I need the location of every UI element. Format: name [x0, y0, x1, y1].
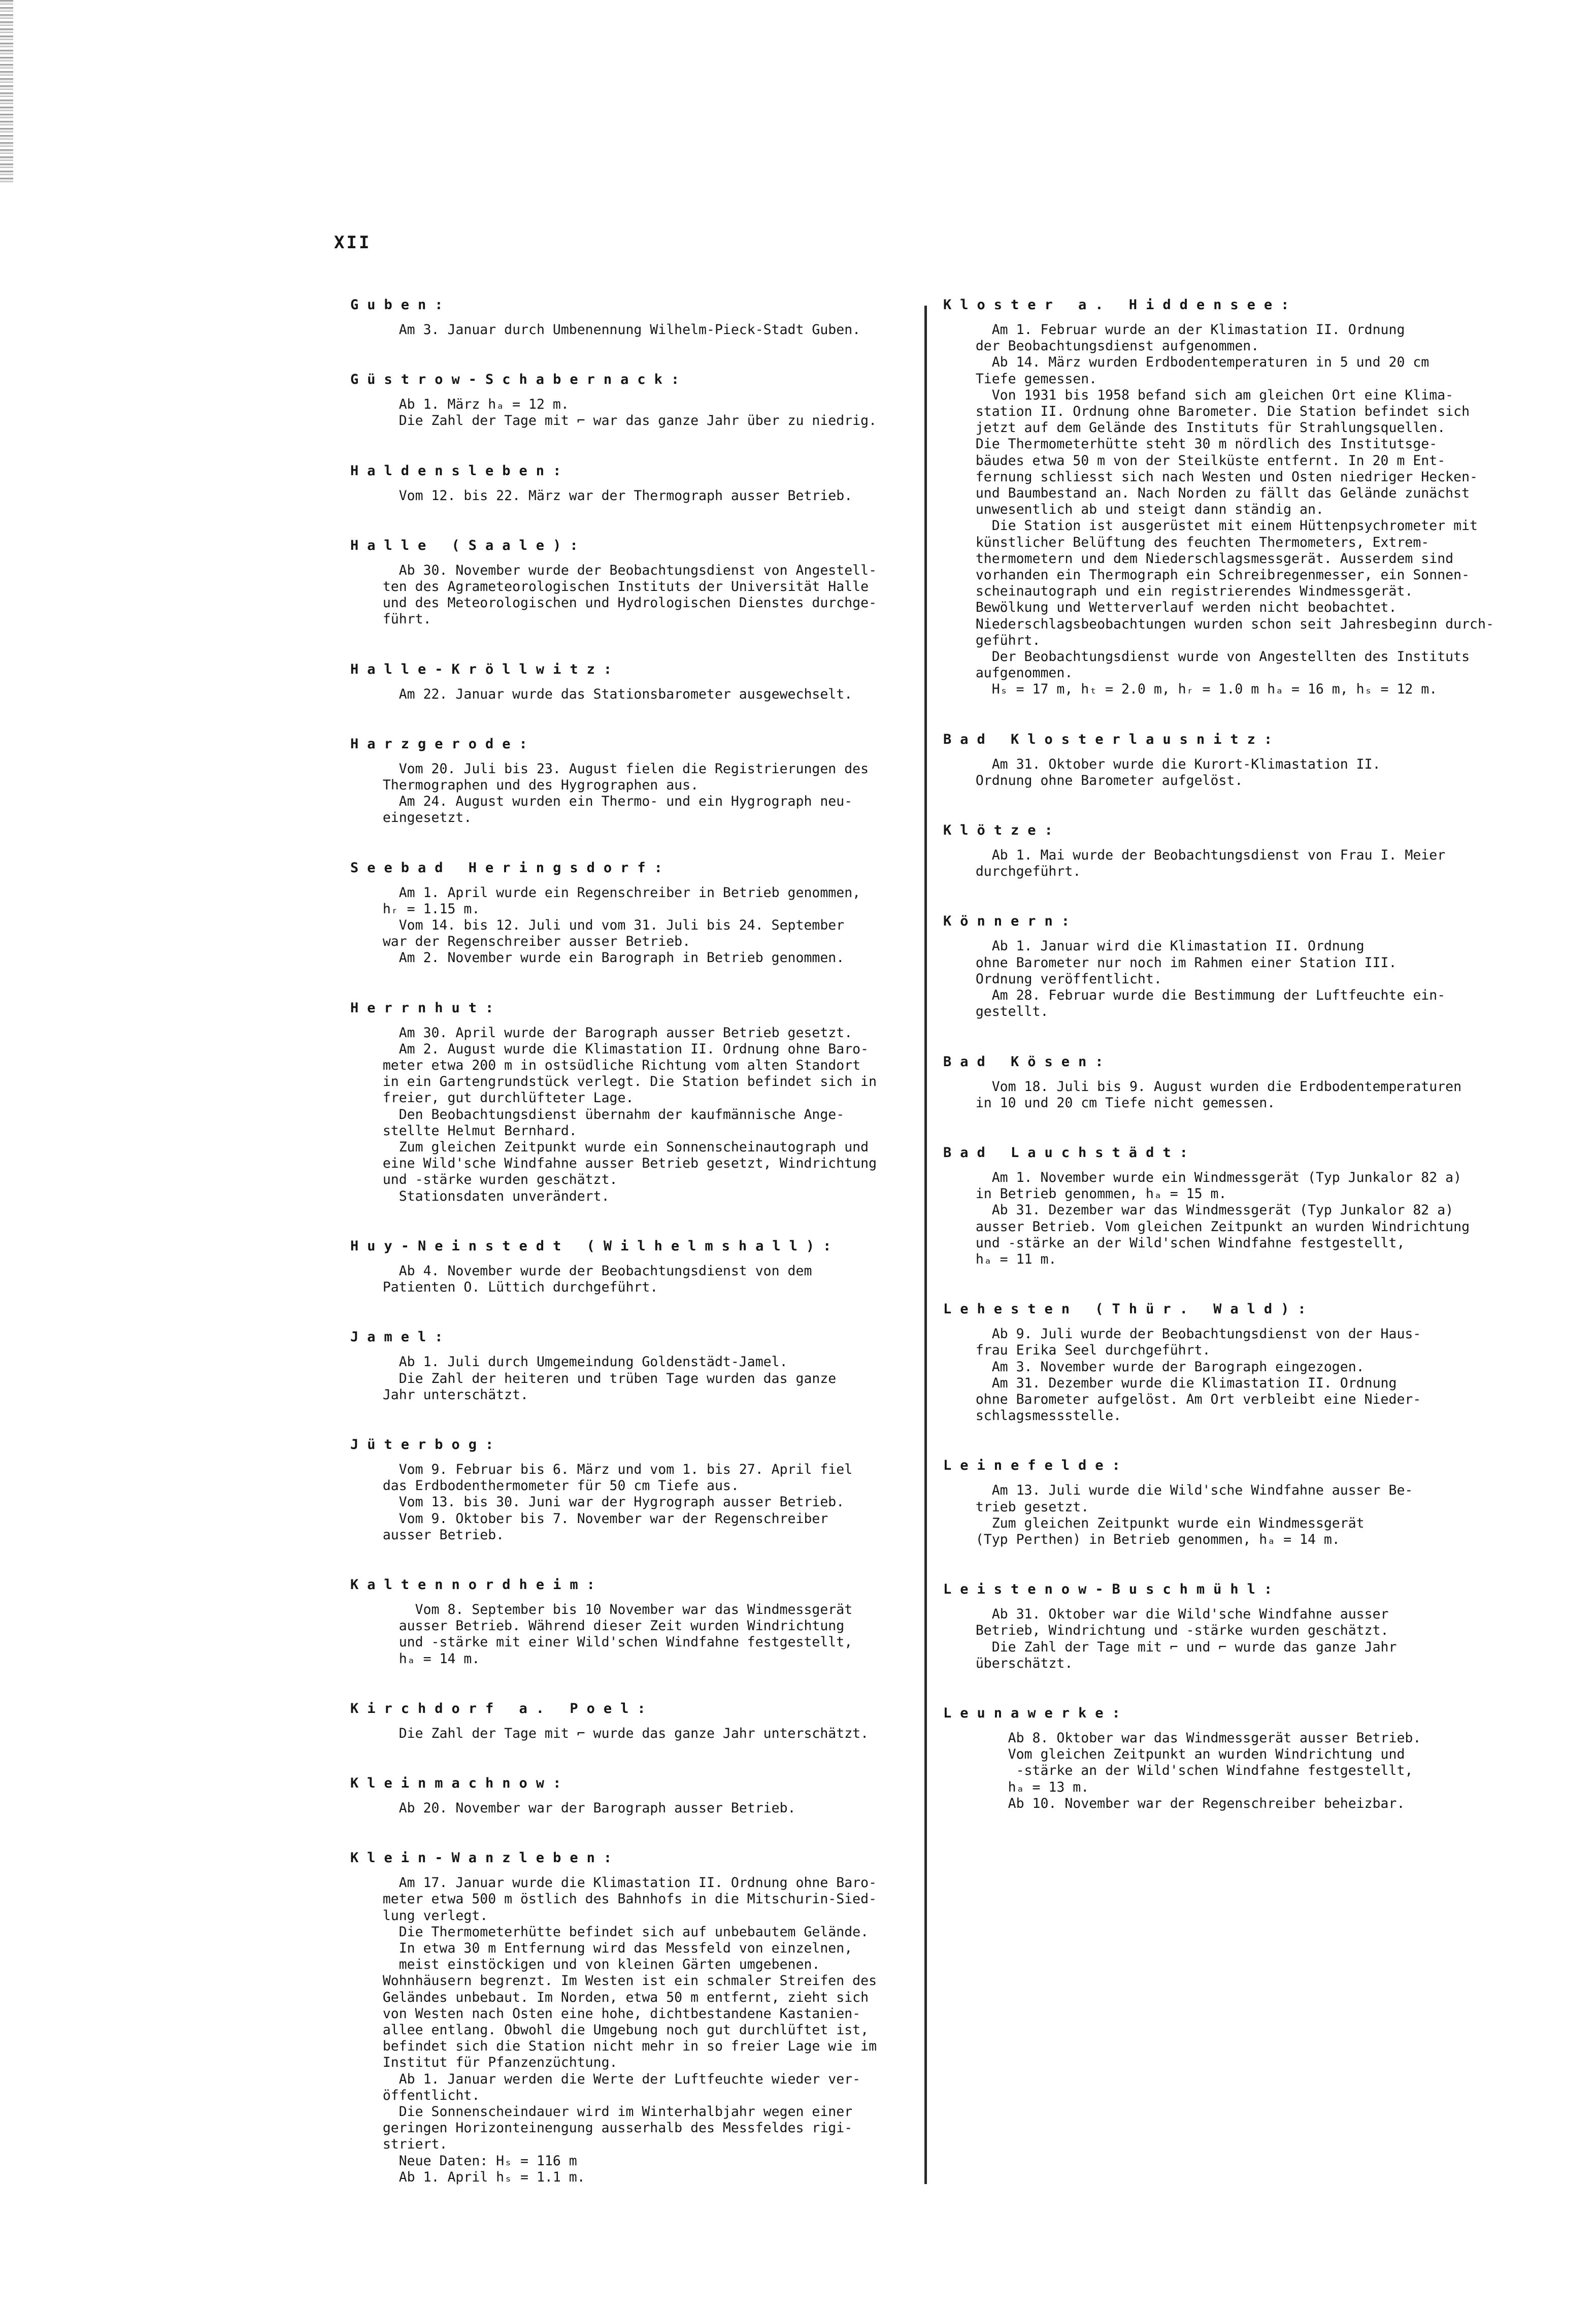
- scan-edge-artifact: [0, 0, 13, 183]
- text-line: öffentlicht.: [350, 2087, 480, 2103]
- station-title: Kloster a. Hiddensee:: [943, 297, 1298, 313]
- text-line: fernung schliesst sich nach Westen und Osten niedriger Hecken-: [943, 469, 1478, 485]
- text-line: stellte Helmut Bernhard.: [350, 1122, 577, 1139]
- text-line: schlagsmessstelle.: [943, 1408, 1121, 1424]
- text-line: Am 1. April wurde ein Regenschreiber in Betrieb genommen,: [350, 884, 861, 901]
- text-line: Niederschlagsbeobachtungen wurden schon seit Jahresbeginn durch-: [943, 616, 1494, 632]
- text-line: Die Zahl der Tage mit ⌐ wurde das ganze Jahr unterschätzt.: [350, 1725, 869, 1741]
- station-title: Bad Kösen:: [943, 1053, 1112, 1070]
- station-entry: [350, 538, 932, 628]
- station-entry: [350, 1577, 932, 1667]
- text-line: Geländes unbebaut. Im Norden, etwa 50 m entfernt, zieht sich: [350, 1989, 869, 2005]
- station-entry: [943, 1145, 1532, 1268]
- right-column: [943, 297, 1532, 1845]
- text-line: Ab 20. November war der Barograph ausser Betrieb.: [350, 1800, 796, 1816]
- text-line: Ab 30. November wurde der Beobachtungsdienst von Angestell-: [350, 562, 877, 578]
- text-line: und -stärke mit einer Wild'schen Windfahne festgestellt,: [350, 1634, 853, 1650]
- text-line: Am 31. Oktober wurde die Kurort-Klimastation II.: [943, 756, 1381, 772]
- text-line: Am 31. Dezember wurde die Klimastation II. Ordnung: [943, 1375, 1397, 1391]
- station-title: Leistenow-Buschmühl:: [943, 1581, 1281, 1598]
- station-entry: [943, 822, 1532, 880]
- station-title: Halle (Saale):: [350, 537, 587, 553]
- text-line: Vom 13. bis 30. Juni war der Hygrograph ausser Betrieb.: [350, 1494, 845, 1510]
- text-line: Vom 9. Februar bis 6. März und vom 1. bis 27. April fiel: [350, 1461, 853, 1477]
- station-entry: [943, 1581, 1532, 1672]
- station-entry: [943, 1301, 1532, 1424]
- text-line: Von 1931 bis 1958 befand sich am gleichen Ort eine Klima-: [943, 387, 1454, 403]
- text-line: Ab 8. Oktober war das Windmessgerät ausser Betrieb.: [943, 1730, 1421, 1746]
- station-entry: [943, 297, 1532, 698]
- station-title: Leinefelde:: [943, 1458, 1129, 1474]
- text-line: Ab 14. März wurden Erdbodentemperaturen in 5 und 20 cm: [943, 354, 1429, 371]
- text-line: ausser Betrieb. Vom gleichen Zeitpunkt an wurden Windrichtung: [943, 1218, 1470, 1235]
- text-line: Vom 12. bis 22. März war der Thermograph ausser Betrieb.: [350, 487, 853, 504]
- text-line: striert.: [350, 2136, 448, 2153]
- text-line: Die Sonnenscheindauer wird im Winterhalbjahr wegen einer: [350, 2103, 853, 2120]
- text-line: künstlicher Belüftung des feuchten Thermometers, Extrem-: [943, 534, 1429, 550]
- text-line: Ab 1. Januar wird die Klimastation II. Ordnung: [943, 938, 1365, 954]
- text-line: Vom 18. Juli bis 9. August wurden die Erdbodentemperaturen: [943, 1078, 1462, 1095]
- text-line: unwesentlich ab und steigt dann ständig an.: [943, 502, 1324, 518]
- text-line: Institut für Pfanzenzüchtung.: [350, 2055, 618, 2071]
- text-line: aufgenommen.: [943, 665, 1073, 681]
- station-entry: [350, 463, 932, 504]
- text-line: Am 24. August wurden ein Thermo- und ein Hygrograph neu-: [350, 794, 853, 810]
- station-entry: [943, 1458, 1532, 1548]
- text-line: und des Meteorologischen und Hydrologischen Dienstes durchge-: [350, 595, 877, 611]
- station-title: Halle-Kröllwitz:: [350, 661, 621, 677]
- text-line: in ein Gartengrundstück verlegt. Die Station befindet sich in: [350, 1074, 877, 1090]
- text-line: trieb gesetzt.: [943, 1499, 1089, 1515]
- station-entry: [350, 1701, 932, 1742]
- station-title: Güstrow-Schabernack:: [350, 372, 688, 388]
- station-entry: [350, 1850, 932, 2186]
- text-line: Am 3. Januar durch Umbenennung Wilhelm-Pieck-Stadt Guben.: [350, 322, 861, 338]
- text-line: frau Erika Seel durchgeführt.: [943, 1342, 1211, 1359]
- text-line: thermometern und dem Niederschlagsmessgerät. Ausserdem sind: [943, 550, 1454, 567]
- text-line: Tiefe gemessen.: [943, 371, 1098, 387]
- text-line: Jahr unterschätzt.: [350, 1386, 528, 1403]
- text-line: der Beobachtungsdienst aufgenommen.: [943, 338, 1259, 354]
- station-title: Leunawerke:: [943, 1705, 1129, 1721]
- station-title: Kirchdorf a. Poel:: [350, 1700, 654, 1716]
- station-entry: [350, 1000, 932, 1205]
- left-column: [350, 297, 932, 2219]
- text-line: Ab 1. Januar werden die Werte der Luftfeuchte wieder ver-: [350, 2071, 861, 2087]
- text-line: Ab 1. März hₐ = 12 m.: [350, 397, 569, 413]
- text-line: das Erdbodenthermometer für 50 cm Tiefe aus.: [350, 1478, 739, 1494]
- text-line: Der Beobachtungsdienst wurde von Angestellten des Instituts: [943, 649, 1470, 665]
- station-entry: [943, 1705, 1532, 1812]
- text-line: eine Wild'sche Windfahne ausser Betrieb gesetzt, Windrichtung: [350, 1155, 877, 1172]
- station-entry: [350, 1775, 932, 1816]
- text-line: Vom 8. September bis 10 November war das Windmessgerät: [350, 1601, 853, 1617]
- text-line: gestellt.: [943, 1004, 1049, 1020]
- station-entry: [350, 1329, 932, 1403]
- text-line: ausser Betrieb. Während dieser Zeit wurden Windrichtung: [350, 1618, 845, 1634]
- text-line: Ab 4. November wurde der Beobachtungsdienst von dem: [350, 1263, 812, 1279]
- station-title: Kleinmachnow:: [350, 1775, 570, 1791]
- text-line: Neue Daten: Hₛ = 116 m: [350, 2153, 577, 2169]
- text-line: überschätzt.: [943, 1655, 1073, 1671]
- text-line: meter etwa 200 m in ostsüdliche Richtung vom alten Standort: [350, 1058, 861, 1074]
- text-line: geführt.: [943, 632, 1041, 648]
- text-line: durchgeführt.: [943, 864, 1081, 880]
- text-line: ausser Betrieb.: [350, 1527, 505, 1543]
- text-line: Ordnung veröffentlicht.: [943, 971, 1162, 987]
- text-line: Wohnhäusern begrenzt. Im Westen ist ein schmaler Streifen des: [350, 1973, 877, 1989]
- text-line: und -stärke an der Wild'schen Windfahne festgestellt,: [943, 1235, 1405, 1251]
- station-entry: [350, 372, 932, 429]
- text-line: allee entlang. Obwohl die Umgebung noch gut durchlüftet ist,: [350, 2022, 869, 2038]
- text-line: Ab 1. Mai wurde der Beobachtungsdienst von Frau I. Meier: [943, 847, 1446, 864]
- text-line: vorhanden ein Thermograph ein Schreibregenmesser, ein Sonnen-: [943, 567, 1470, 583]
- text-line: station II. Ordnung ohne Barometer. Die Station befindet sich: [943, 404, 1470, 420]
- text-line: Am 2. November wurde ein Barograph in Betrieb genommen.: [350, 950, 845, 966]
- text-line: hₐ = 11 m.: [943, 1251, 1057, 1267]
- station-title: Bad Lauchstädt:: [943, 1144, 1196, 1161]
- text-line: eingesetzt.: [350, 810, 472, 826]
- station-title: Bad Klosterlausnitz:: [943, 731, 1281, 747]
- station-entry: [943, 732, 1532, 789]
- text-line: Zum gleichen Zeitpunkt wurde ein Windmessgerät: [943, 1515, 1365, 1531]
- station-title: Huy-Neinstedt (Wilhelmshall):: [350, 1238, 840, 1254]
- text-line: Am 17. Januar wurde die Klimastation II. Ordnung ohne Baro-: [350, 1875, 877, 1891]
- text-line: von Westen nach Osten eine hohe, dichtbestandene Kastanien-: [350, 2005, 861, 2022]
- text-line: bäudes etwa 50 m von der Steilküste entfernt. In 20 m Ent-: [943, 452, 1446, 469]
- text-line: war der Regenschreiber ausser Betrieb.: [350, 934, 691, 950]
- page-number: XII: [334, 233, 372, 253]
- text-line: Ordnung ohne Barometer aufgelöst.: [943, 772, 1243, 788]
- text-line: freier, gut durchlüfteter Lage.: [350, 1090, 634, 1106]
- text-line: in 10 und 20 cm Tiefe nicht gemessen.: [943, 1095, 1276, 1111]
- text-line: Am 22. Januar wurde das Stationsbarometer ausgewechselt.: [350, 686, 853, 702]
- text-line: Den Beobachtungsdienst übernahm der kaufmännische Ange-: [350, 1106, 845, 1122]
- text-line: Vom 14. bis 12. Juli und vom 31. Juli bis 24. September: [350, 917, 845, 934]
- text-line: ohne Barometer nur noch im Rahmen einer Station III.: [943, 954, 1397, 971]
- text-line: Die Zahl der heiteren und trüben Tage wurden das ganze: [350, 1370, 837, 1386]
- text-line: Am 30. April wurde der Barograph ausser Betrieb gesetzt.: [350, 1025, 853, 1041]
- text-line: In etwa 30 m Entfernung wird das Messfeld von einzelnen,: [350, 1940, 853, 1956]
- station-title: Haldensleben:: [350, 463, 570, 479]
- text-line: (Typ Perthen) in Betrieb genommen, hₐ = 14 m.: [943, 1531, 1340, 1547]
- station-title: Klein-Wanzleben:: [350, 1850, 621, 1866]
- station-entry: [350, 860, 932, 967]
- station-entry: [350, 662, 932, 703]
- text-line: jetzt auf dem Gelände des Instituts für Strahlungsquellen.: [943, 420, 1446, 436]
- text-line: ohne Barometer aufgelöst. Am Ort verbleibt eine Nieder-: [943, 1391, 1421, 1407]
- text-line: Thermographen und des Hygrographen aus.: [350, 777, 699, 794]
- station-title: Jüterbog:: [350, 1436, 503, 1452]
- text-line: lung verlegt.: [350, 1907, 488, 1924]
- text-line: Ab 9. Juli wurde der Beobachtungsdienst von der Haus-: [943, 1326, 1421, 1342]
- text-line: scheinautograph und ein registrierendes Windmessgerät.: [943, 583, 1413, 600]
- text-line: Am 3. November wurde der Barograph eingezogen.: [943, 1359, 1365, 1375]
- station-entry: [350, 1437, 932, 1543]
- text-line: in Betrieb genommen, hₐ = 15 m.: [943, 1186, 1227, 1202]
- text-line: Ab 1. April hₛ = 1.1 m.: [350, 2169, 585, 2185]
- station-entry: [943, 1054, 1532, 1111]
- text-line: Patienten O. Lüttich durchgeführt.: [350, 1279, 658, 1296]
- station-entry: [350, 736, 932, 827]
- text-line: Bewölkung und Wetterverlauf werden nicht beobachtet.: [943, 600, 1397, 616]
- text-line: -stärke an der Wild'schen Windfahne festgestellt,: [943, 1763, 1413, 1779]
- text-line: Hₛ = 17 m, hₜ = 2.0 m, hᵣ = 1.0 m hₐ = 16 m, hₛ = 12 m.: [943, 681, 1438, 698]
- text-line: hₐ = 13 m.: [943, 1779, 1089, 1795]
- column-divider: [924, 306, 927, 2184]
- text-line: Die Zahl der Tage mit ⌐ und ⌐ wurde das ganze Jahr: [943, 1639, 1397, 1655]
- station-title: Harzgerode:: [350, 736, 536, 752]
- text-line: hₐ = 14 m.: [350, 1650, 480, 1667]
- text-line: meist einstöckigen und von kleinen Gärten umgebenen.: [350, 1957, 820, 1973]
- text-line: Am 1. November wurde ein Windmessgerät (Typ Junkalor 82 a): [943, 1169, 1462, 1185]
- text-line: Die Thermometerhütte befindet sich auf unbebautem Gelände.: [350, 1924, 869, 1940]
- station-entry: [943, 913, 1532, 1020]
- station-entry: [350, 297, 932, 338]
- text-line: und -stärke wurden geschätzt.: [350, 1172, 618, 1188]
- text-line: Betrieb, Windrichtung und -stärke wurden geschätzt.: [943, 1623, 1389, 1639]
- text-line: befindet sich die Station nicht mehr in so freier Lage wie im: [350, 2038, 877, 2055]
- text-line: Zum gleichen Zeitpunkt wurde ein Sonnenscheinautograph und: [350, 1139, 869, 1155]
- text-line: und Baumbestand an. Nach Norden zu fällt das Gelände zunächst: [943, 485, 1470, 502]
- text-line: Ab 31. Oktober war die Wild'sche Windfahne ausser: [943, 1606, 1389, 1623]
- station-title: Seebad Heringsdorf:: [350, 860, 671, 876]
- text-line: Vom gleichen Zeitpunkt an wurden Windrichtung und: [943, 1746, 1405, 1763]
- station-title: Klötze:: [943, 822, 1061, 839]
- text-line: Ab 1. Juli durch Umgemeindung Goldenstädt-Jamel.: [350, 1354, 788, 1370]
- text-line: geringen Horizonteinengung ausserhalb des Messfeldes rigi-: [350, 2120, 853, 2136]
- text-line: ten des Agrameteorologischen Instituts der Universität Halle: [350, 579, 869, 595]
- station-title: Guben:: [350, 297, 452, 313]
- text-line: Am 2. August wurde die Klimastation II. Ordnung ohne Baro-: [350, 1041, 869, 1057]
- text-line: Ab 10. November war der Regenschreiber beheizbar.: [943, 1795, 1405, 1811]
- station-title: Kaltennordheim:: [350, 1576, 604, 1593]
- text-line: Die Thermometerhütte steht 30 m nördlich des Institutsge-: [943, 436, 1438, 452]
- text-line: Am 1. Februar wurde an der Klimastation II. Ordnung: [943, 322, 1405, 338]
- text-line: Am 13. Juli wurde die Wild'sche Windfahne ausser Be-: [943, 1482, 1413, 1499]
- station-title: Könnern:: [943, 913, 1079, 930]
- text-line: Ab 31. Dezember war das Windmessgerät (Typ Junkalor 82 a): [943, 1202, 1454, 1218]
- text-line: hᵣ = 1.15 m.: [350, 901, 480, 917]
- text-line: Am 28. Februar wurde die Bestimmung der Luftfeuchte ein-: [943, 987, 1446, 1004]
- station-title: Jamel:: [350, 1329, 452, 1345]
- text-line: Vom 20. Juli bis 23. August fielen die Registrierungen des: [350, 761, 869, 777]
- text-line: meter etwa 500 m östlich des Bahnhofs in die Mitschurin-Sied-: [350, 1891, 877, 1907]
- station-entry: [350, 1238, 932, 1296]
- text-line: führt.: [350, 611, 431, 627]
- text-line: Vom 9. Oktober bis 7. November war der Regenschreiber: [350, 1510, 828, 1527]
- station-title: Herrnhut:: [350, 1000, 503, 1016]
- text-line: Die Station ist ausgerüstet mit einem Hüttenpsychrometer mit: [943, 518, 1478, 534]
- station-title: Lehesten (Thür. Wald):: [943, 1301, 1315, 1317]
- text-line: Stationsdaten unverändert.: [350, 1188, 610, 1204]
- text-line: Die Zahl der Tage mit ⌐ war das ganze Jahr über zu niedrig.: [350, 413, 877, 429]
